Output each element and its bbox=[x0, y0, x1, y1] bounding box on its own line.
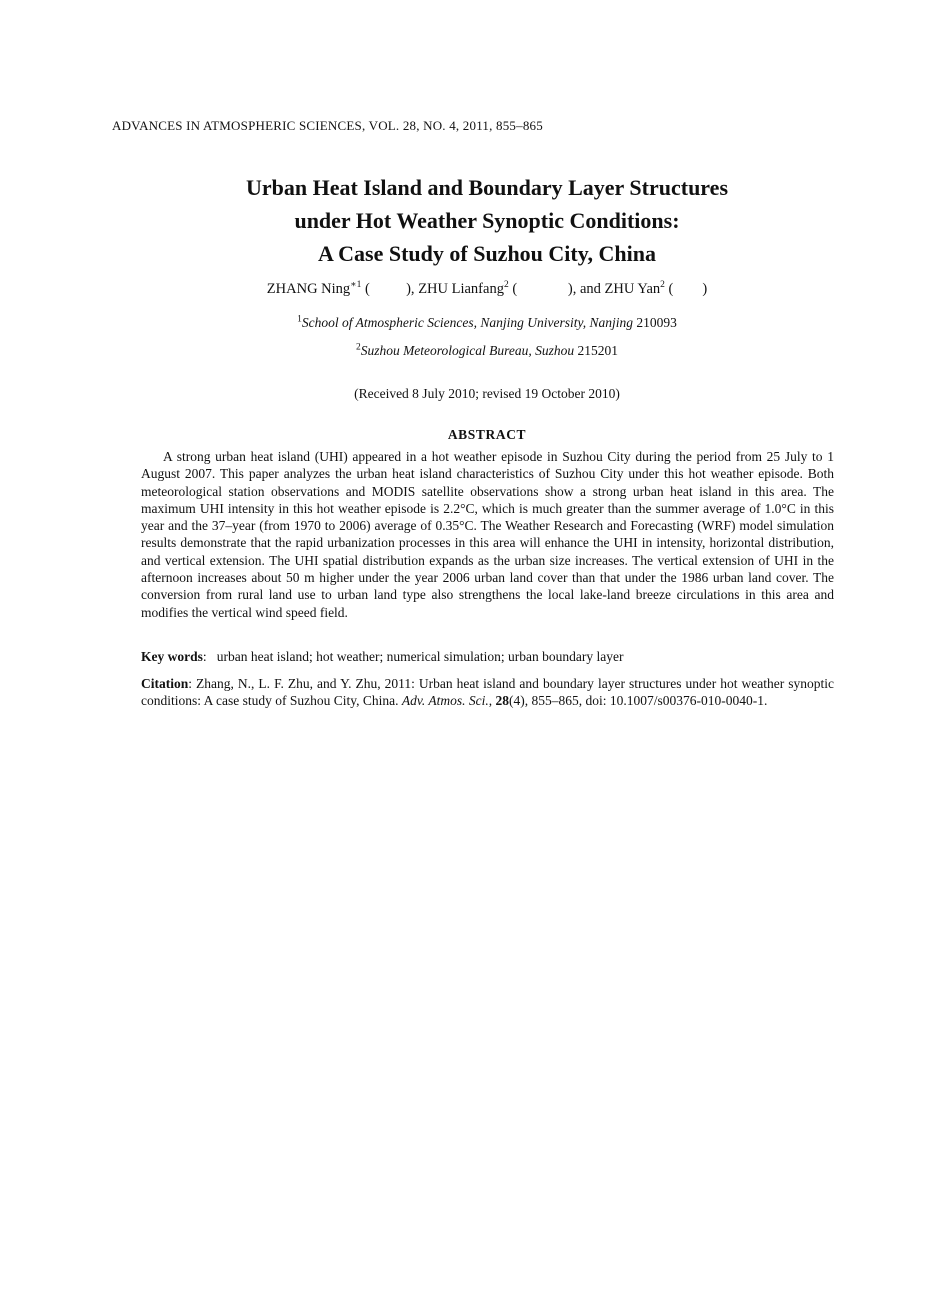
affiliation-1-superscript: 1 bbox=[297, 314, 302, 325]
affiliation-1-text: School of Atmospheric Sciences, Nanjing University, Nanjing bbox=[301, 315, 637, 330]
affiliation-2-text: Suzhou Meteorological Bureau, Suzhou bbox=[360, 343, 578, 358]
keywords-line bbox=[141, 648, 834, 665]
title-line-3: A Case Study of Suzhou City, China bbox=[317, 241, 657, 266]
journal-header: ADVANCES IN ATMOSPHERIC SCIENCES, VOL. 28, NO. 4, 2011, 855–865 bbox=[112, 118, 543, 133]
citation-volume: 28 bbox=[495, 693, 509, 709]
received-revised-line: (Received 8 July 2010; revised 19 October 2010) bbox=[354, 386, 620, 401]
author-3-paren: ( ) bbox=[664, 281, 708, 297]
author-2-superscript: 2 bbox=[503, 280, 509, 291]
title-line-2: under Hot Weather Synoptic Conditions: bbox=[294, 208, 680, 233]
author-name-2: ZHU Lianfang bbox=[418, 281, 504, 297]
author-1-superscript: ∗1 bbox=[350, 280, 362, 291]
citation-label: Citation bbox=[141, 676, 189, 691]
author-1-paren: ( ), bbox=[361, 281, 419, 297]
author-name-3: ZHU Yan bbox=[604, 281, 661, 297]
affiliation-1 bbox=[112, 315, 862, 331]
author-line bbox=[112, 281, 862, 298]
citation-text-1: : Zhang, N., L. F. Zhu, and Y. Zhu, 2011: Urban heat island and boundary layer structures under hot weather synoptic conditions: A case study of Suzhou City, China. bbox=[141, 676, 834, 709]
author-name-1: ZHANG Ning bbox=[266, 281, 351, 297]
author-3-superscript: 2 bbox=[660, 280, 665, 291]
affiliation-2-superscript: 2 bbox=[355, 342, 361, 353]
affiliation-2 bbox=[112, 343, 862, 359]
citation-paragraph bbox=[141, 675, 834, 710]
affiliation-2-zip: 215201 bbox=[577, 343, 619, 358]
keywords-text: : urban heat island; hot weather; numerical simulation; urban boundary layer bbox=[202, 649, 624, 664]
citation-journal-name: Adv. Atmos. Sci. bbox=[401, 693, 489, 709]
author-2-paren: ( ), and bbox=[508, 281, 605, 297]
abstract-heading: ABSTRACT bbox=[447, 427, 527, 442]
keywords-label: Key words bbox=[141, 649, 203, 664]
citation-text-3: (4), 855–865, doi: 10.1007/s00376-010-0040-1. bbox=[509, 693, 768, 709]
page-content-column bbox=[112, 0, 862, 1309]
abstract-text: A strong urban heat island (UHI) appeared in a hot weather episode in Suzhou City during the period from 25 July to 1 August 2007. This paper analyzes the urban heat island characteristics of Suzhou City under this hot weather episode. Both meteorological station observations and MODIS satellite observations show a strong urban heat island in this area. The maximum UHI intensity in this hot weather episode is 2.2°C, which is much greater than the summer average of 1.0°C in this year and the 37–year (from 1970 to 2006) average of 0.35°C. The Weather Research and Forecasting (WRF) model simulation results demonstrate that the rapid urbanization processes in this area will enhance the UHI in intensity, horizontal distribution, and vertical extension. The UHI spatial distribution expands as the urban size increases. The vertical extension of UHI in the afternoon increases about 50 m higher under the year 2006 urban land cover than that under the 1986 urban land cover. The conversion from rural land use to urban land type also strengthens the local lake-land breeze circulations in this area and modifies the vertical wind speed field. bbox=[141, 449, 834, 620]
citation-text-2: , bbox=[488, 693, 496, 709]
paper-title bbox=[112, 171, 862, 270]
title-line-1: Urban Heat Island and Boundary Layer Structures bbox=[245, 175, 729, 200]
affiliation-1-zip: 210093 bbox=[636, 315, 677, 330]
